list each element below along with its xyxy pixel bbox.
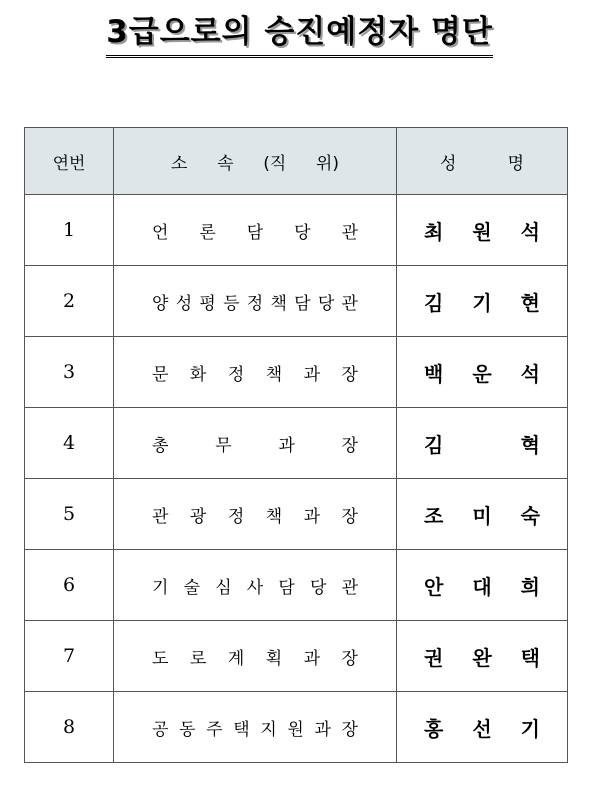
department-char: 공 — [152, 719, 169, 740]
department-char: 당 — [317, 293, 335, 314]
department-char: 계 — [227, 648, 245, 669]
department-char: 택 — [233, 719, 250, 740]
department-char: 문 — [152, 364, 169, 385]
name-char: 완 — [472, 645, 492, 670]
row-name — [397, 621, 568, 692]
name-char: 택 — [520, 645, 540, 670]
department-char: 장 — [341, 364, 358, 385]
table-header-row — [25, 128, 568, 195]
department-char: 당 — [309, 577, 327, 598]
department-char: 심 — [215, 577, 232, 598]
row-name — [397, 692, 568, 763]
department-char: 사 — [246, 577, 264, 598]
row-name — [397, 266, 568, 337]
row-number: 4 — [25, 408, 114, 479]
row-number: 2 — [25, 266, 114, 337]
document-title-block — [0, 12, 599, 58]
name-char: 미 — [472, 503, 492, 528]
row-name — [397, 550, 568, 621]
row-department — [114, 337, 397, 408]
name-char: 홍 — [424, 716, 444, 741]
table-row — [25, 621, 568, 692]
row-name — [397, 195, 568, 266]
department-char: 주 — [206, 719, 223, 740]
table-row — [25, 692, 568, 763]
table-row — [25, 266, 568, 337]
department-char: 획 — [265, 648, 283, 669]
department-char: 등 — [223, 293, 240, 314]
department-char: 도 — [152, 648, 169, 669]
name-char: 희 — [520, 574, 540, 599]
row-department — [114, 408, 397, 479]
row-department — [114, 479, 397, 550]
name-char: 백 — [424, 361, 444, 386]
department-char: 책 — [270, 293, 287, 314]
department-char: 과 — [303, 506, 321, 527]
header-number: 연번 — [25, 128, 114, 195]
table-row — [25, 337, 568, 408]
department-char: 정 — [227, 506, 245, 527]
department-char: 장 — [341, 435, 358, 456]
name-char: 석 — [520, 361, 540, 386]
name-char: 기 — [472, 290, 492, 315]
department-char: 장 — [341, 648, 358, 669]
table-row — [25, 195, 568, 266]
row-number: 3 — [25, 337, 114, 408]
department-char: 과 — [278, 435, 295, 456]
header-name-char: 명 — [507, 153, 524, 174]
department-char: 론 — [199, 222, 216, 243]
department-char: 과 — [303, 648, 321, 669]
department-char: 정 — [227, 364, 245, 385]
department-char: 정 — [246, 293, 264, 314]
department-char: 관 — [152, 506, 169, 527]
department-char: 과 — [314, 719, 331, 740]
department-char: 양 — [152, 293, 169, 314]
department-char: 광 — [189, 506, 207, 527]
department-char: 담 — [278, 577, 295, 598]
header-department — [114, 128, 397, 195]
header-department-char: 소 — [171, 153, 188, 174]
table-row — [25, 479, 568, 550]
name-char: 현 — [520, 290, 540, 315]
name-char: 최 — [424, 219, 444, 244]
department-char: 로 — [189, 648, 207, 669]
header-department-char: (직 — [263, 153, 287, 174]
department-char: 과 — [303, 364, 321, 385]
promotion-roster-table — [24, 127, 568, 763]
row-name — [397, 479, 568, 550]
row-name — [397, 337, 568, 408]
row-department — [114, 550, 397, 621]
department-char: 관 — [341, 577, 358, 598]
name-char: 숙 — [520, 503, 540, 528]
department-char: 관 — [341, 222, 358, 243]
header-name-char: 성 — [440, 153, 457, 174]
name-char: 김 — [424, 290, 444, 315]
department-char: 원 — [287, 719, 304, 740]
row-department — [114, 692, 397, 763]
department-char: 장 — [341, 719, 358, 740]
row-number: 1 — [25, 195, 114, 266]
name-char: 안 — [424, 574, 444, 599]
row-department — [114, 195, 397, 266]
row-department — [114, 266, 397, 337]
department-char: 동 — [179, 719, 196, 740]
department-char: 담 — [294, 293, 311, 314]
department-char: 총 — [152, 435, 169, 456]
department-char: 책 — [265, 506, 283, 527]
department-char: 화 — [189, 364, 207, 385]
row-name — [397, 408, 568, 479]
department-char: 기 — [152, 577, 169, 598]
department-char: 담 — [246, 222, 264, 243]
department-char: 책 — [265, 364, 283, 385]
name-char: 조 — [424, 503, 444, 528]
document-title: 3급으로의 승진예정자 명단 — [106, 12, 493, 58]
row-number: 5 — [25, 479, 114, 550]
table-row — [25, 408, 568, 479]
row-number: 7 — [25, 621, 114, 692]
department-char: 언 — [152, 222, 169, 243]
name-char: 혁 — [520, 432, 540, 457]
name-char: 운 — [472, 361, 492, 386]
department-char: 성 — [175, 293, 193, 314]
table-body — [25, 195, 568, 763]
department-char: 술 — [183, 577, 201, 598]
header-department-char: 위) — [315, 153, 339, 174]
name-char: 기 — [520, 716, 540, 741]
name-char: 권 — [424, 645, 444, 670]
header-name — [397, 128, 568, 195]
name-char: 원 — [472, 219, 492, 244]
name-char: 석 — [520, 219, 540, 244]
row-number: 8 — [25, 692, 114, 763]
department-char: 지 — [260, 719, 277, 740]
department-char: 평 — [199, 293, 216, 314]
name-char: 선 — [472, 716, 492, 741]
name-char: 대 — [472, 574, 492, 599]
department-char: 관 — [341, 293, 358, 314]
header-department-char: 속 — [217, 153, 234, 174]
department-char: 무 — [215, 435, 232, 456]
table-row — [25, 550, 568, 621]
row-number: 6 — [25, 550, 114, 621]
name-char: 김 — [424, 432, 444, 457]
department-char: 장 — [341, 506, 358, 527]
row-department — [114, 621, 397, 692]
department-char: 당 — [294, 222, 311, 243]
